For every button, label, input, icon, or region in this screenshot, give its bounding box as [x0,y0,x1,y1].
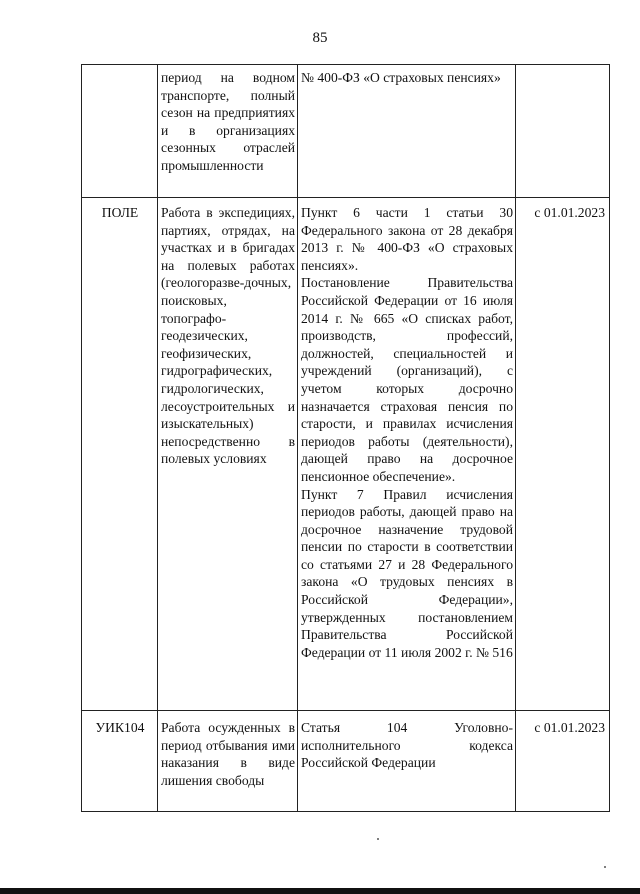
row-effective-date: с 01.01.2023 [516,198,610,711]
document-table [81,64,610,812]
scan-speck [604,866,606,868]
row-code [82,65,158,198]
row-code: ПОЛЕ [82,198,158,711]
row-work-description: период на водном транспорте, полный сезон на предприятиях и в организациях сезонных отраслей промышленности [158,65,298,198]
row-legal-basis [298,198,516,711]
legal-basis-paragraph: Пункт 6 части 1 статьи 30 Федерального закона от 28 декабря 2013 г. № 400-ФЗ «О страховых пенсиях». [301,205,513,273]
table-row [82,65,610,198]
legal-basis-paragraph: Пункт 7 Правил исчисления периодов работы, дающей право на досрочное назначение трудовой пенсии по старости в соответствии со статьями 27 и 28 Федерального закона «О трудовых пенсиях в Российской Федерации», утвержденных постановлением Правительства Российской Федерации от 11 июля 2002 г. № 516 [301,486,513,660]
row-legal-basis [298,711,516,812]
scan-edge-bar [0,888,640,894]
row-legal-basis [298,65,516,198]
row-effective-date: с 01.01.2023 [516,711,610,812]
row-effective-date [516,65,610,198]
page-number: 85 [312,30,328,46]
table-row [82,711,610,812]
legal-basis-paragraph: № 400-ФЗ «О страховых пенсиях» [301,70,501,85]
legal-basis-paragraph: Постановление Правительства Российской Федерации от 16 июля 2014 г. № 665 «О списках работ, производств, профессий, должностей, специальностей и учреждений (организаций), с учетом которых досрочно назначается страховая пенсия по старости, и правилах исчисления периодов работы (деятельности), дающей право на досрочное пенсионное обеспечение». [301,275,513,484]
row-work-description: Работа осужденных в период отбывания ими наказания в виде лишения свободы [158,711,298,812]
table-row [82,198,610,711]
row-code: УИК104 [82,711,158,812]
legal-basis-paragraph: Статья 104 Уголовно-исполнительного кодекса Российской Федерации [301,720,513,771]
scan-speck [377,838,379,840]
row-work-description: Работа в экспедициях, партиях, отрядах, на участках и в бригадах на полевых работах (геологоразве-дочных, поисковых, топографо-геодезических, геофизических, гидрографических, гидрологических, лесоустроительных и изыскательных) непосредственно в полевых условиях [158,198,298,711]
